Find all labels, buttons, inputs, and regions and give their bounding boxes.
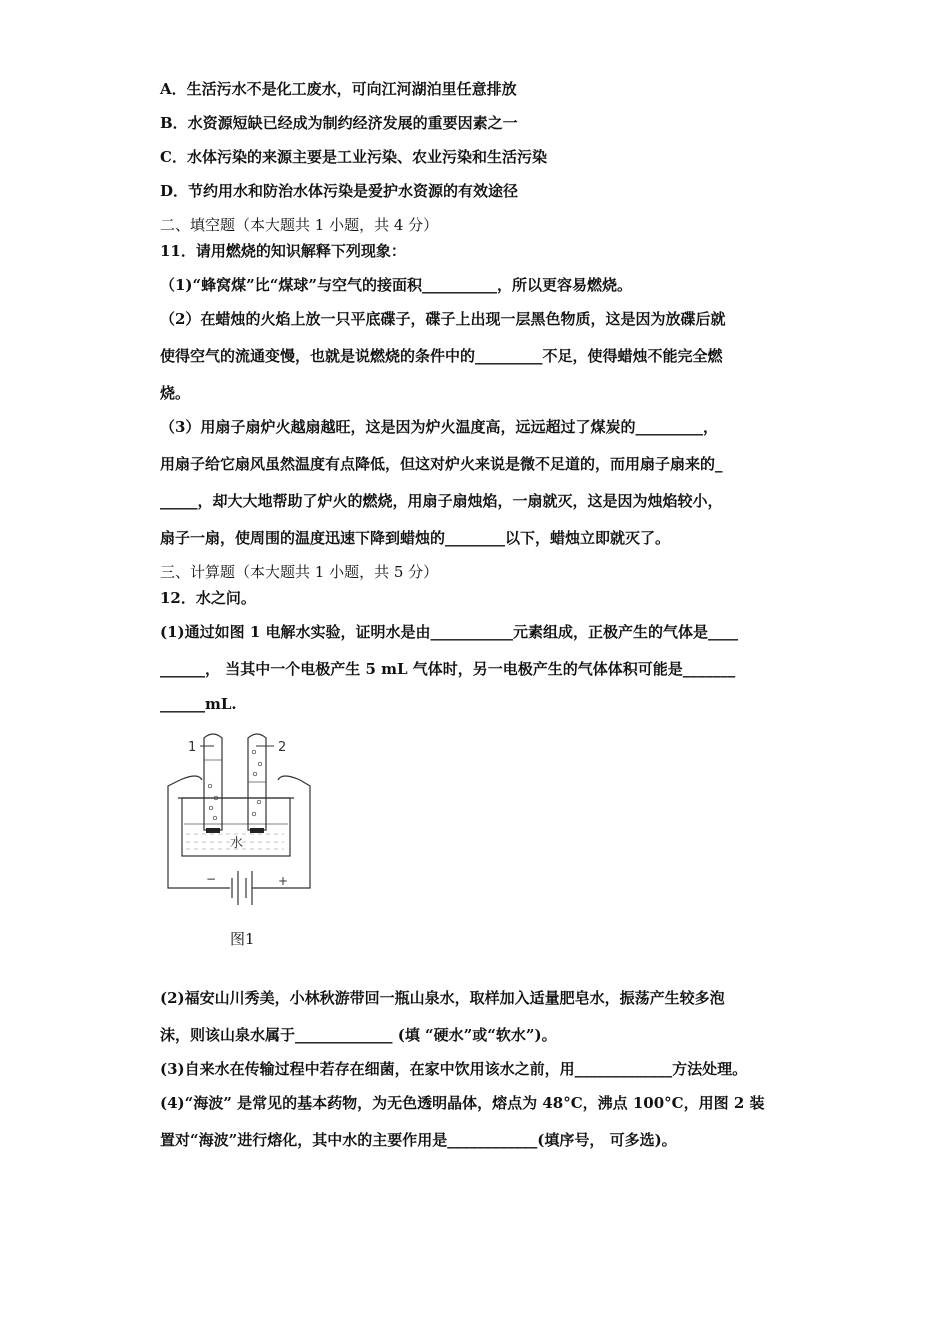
option-d: D．节约用水和防治水体污染是爱护水资源的有效途径 <box>160 182 519 200</box>
q12-part1-line1: (1)通过如图 1 电解水实验，证明水是由___________元素组成，正极产生的气体是____ <box>160 623 739 641</box>
q11-part3-line4: 扇子一扇，使周围的温度迅速下降到蜡烛的________以下，蜡烛立即就灭了。 <box>160 529 671 547</box>
q11-part3-line3: _____，却大大地帮助了炉火的燃烧，用扇子扇烛焰，一扇就灭，这是因为烛焰较小， <box>160 492 723 510</box>
minus-sign: − <box>206 872 217 886</box>
bubble <box>252 750 256 754</box>
test-tube-1 <box>204 734 222 830</box>
electrolysis-figure <box>160 728 320 958</box>
bubble <box>213 816 217 820</box>
bubble <box>252 812 256 816</box>
option-a: A．生活污水不是化工废水，可向江河湖泊里任意排放 <box>160 80 517 98</box>
q12-part4-line2: 置对“海波”进行熔化，其中水的主要作用是____________(填序号， 可多选)。 <box>160 1131 677 1149</box>
bubble <box>258 762 262 766</box>
q12-part1-line3: ______mL. <box>160 695 237 713</box>
electrode-1 <box>206 828 220 833</box>
q11-part3-line2: 用扇子给它扇风虽然温度有点降低，但这对炉火来说是微不足道的，而用扇子扇来的_ <box>160 455 723 473</box>
q12-part3: (3)自来水在传输过程中若存在细菌，在家中饮用该水之前，用_____________方法处理。 <box>160 1060 748 1078</box>
tube-1-label: 1 <box>188 740 197 755</box>
q11-part3-line1: （3）用扇子扇炉火越扇越旺，这是因为炉火温度高，远远超过了煤炭的_________， <box>160 418 718 436</box>
q12-part4-line1: (4)“海波” 是常见的基本药物，为无色透明晶体，熔点为 48°C，沸点 100°C，用图 2 装 <box>160 1094 765 1112</box>
section-2-heading: 二、填空题（本大题共 1 小题，共 4 分） <box>160 216 439 234</box>
q11-part1: （1)“蜂窝煤”比“煤球”与空气的接面积__________，所以更容易燃烧。 <box>160 276 633 294</box>
q12-part1-line2: ______， 当其中一个电极产生 5 mL 气体时，另一电极产生的气体体积可能是_______ <box>160 660 736 678</box>
plus-sign: + <box>278 874 289 888</box>
option-c: C．水体污染的来源主要是工业污染、农业污染和生活污染 <box>160 148 547 166</box>
bubble <box>209 806 213 810</box>
q11-part2-line2: 使得空气的流通变慢，也就是说燃烧的条件中的_________不足，使得蜡烛不能完全燃 <box>160 347 723 365</box>
q12-part2-line1: (2)福安山川秀美，小林秋游带回一瓶山泉水，取样加入适量肥皂水，振荡产生较多泡 <box>160 989 725 1007</box>
bubble <box>253 772 257 776</box>
bubble <box>257 800 261 804</box>
option-b: B．水资源短缺已经成为制约经济发展的重要因素之一 <box>160 114 518 132</box>
q12-part2-line2: 沫，则该山泉水属于_____________ (填 “硬水”或“软水”)。 <box>160 1026 557 1044</box>
tube-2-label: 2 <box>278 740 287 755</box>
electrode-2 <box>250 828 264 833</box>
figure-caption: 图1 <box>230 930 255 948</box>
q12-title: 12．水之问。 <box>160 589 256 607</box>
water-label: 水 <box>230 836 244 851</box>
left-wire <box>168 776 230 888</box>
q11-part2-line3: 烧。 <box>160 384 191 402</box>
electrolysis-diagram <box>160 728 320 928</box>
section-3-heading: 三、计算题（本大题共 1 小题，共 5 分） <box>160 563 439 581</box>
q11-part2-line1: （2）在蜡烛的火焰上放一只平底碟子，碟子上出现一层黑色物质，这是因为放碟后就 <box>160 310 726 328</box>
q11-title: 11．请用燃烧的知识解释下列现象： <box>160 242 406 260</box>
bubble <box>208 784 212 788</box>
